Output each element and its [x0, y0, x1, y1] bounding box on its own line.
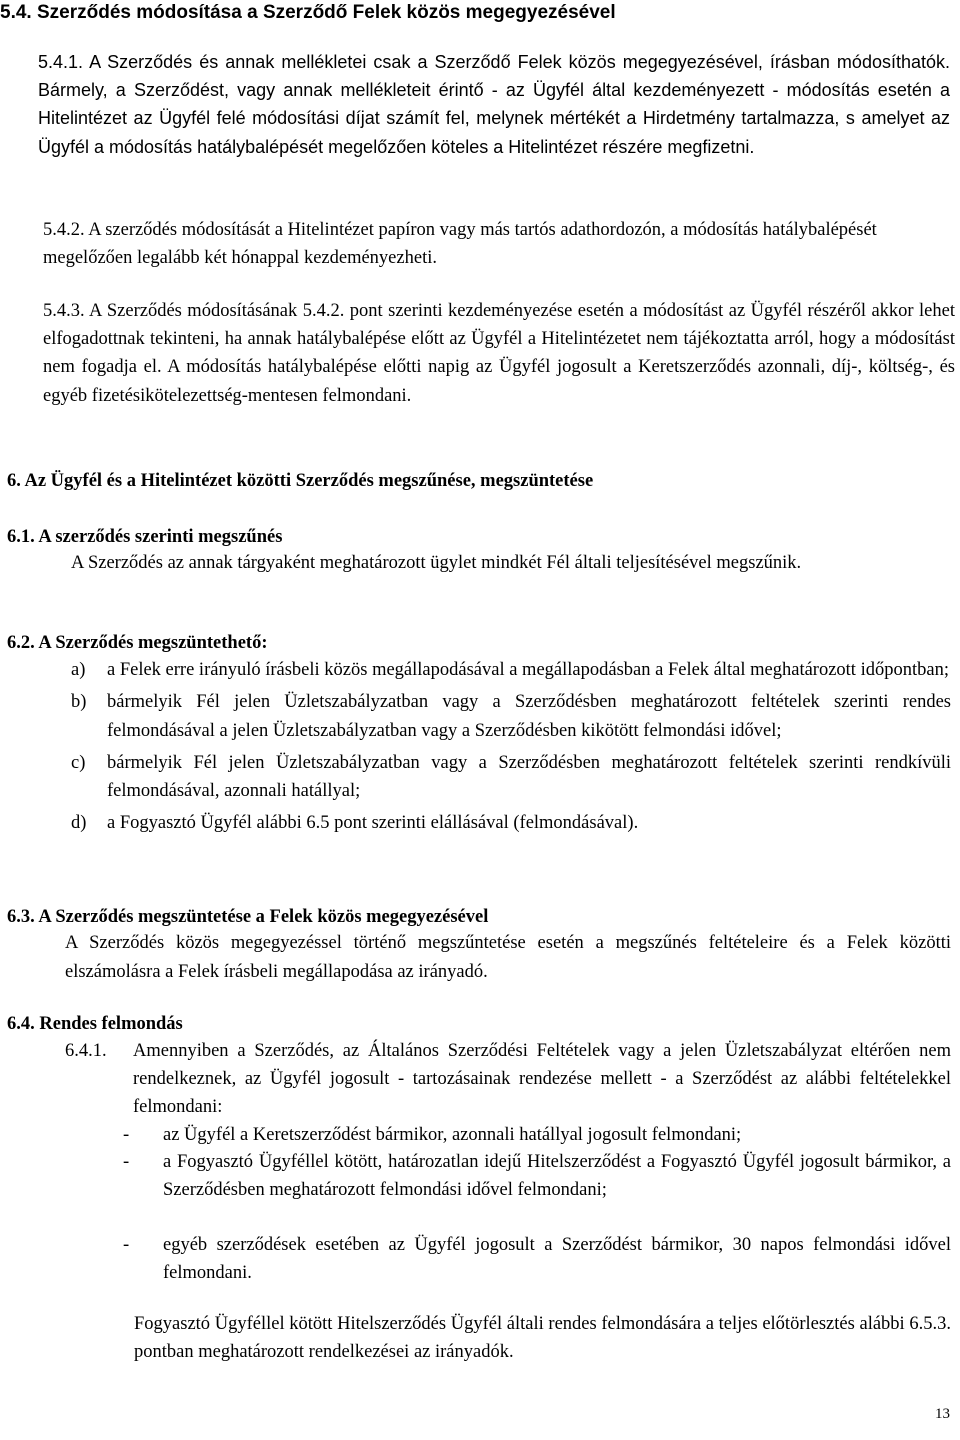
section-heading-5-4: 5.4. Szerződés módosítása a Szerződő Felek közös megegyezésével [0, 2, 616, 23]
list-item [71, 749, 951, 806]
dash-item-text: a Fogyasztó Ügyféllel kötött, határozatlan idejű Hitelszerződést a Fogyasztó Ügyfél jogosult bármikor, a Szerződésben meghatározott felmondási idővel felmondani; [163, 1152, 951, 1201]
list-marker: c) [71, 752, 86, 773]
dash-marker: - [123, 1152, 130, 1172]
termination-list [71, 656, 951, 842]
dash-item-text: egyéb szerződések esetében az Ügyfél jogosult a Szerződést bármikor, 30 napos felmondási idővel felmondani. [163, 1235, 951, 1284]
paragraph-6-1: A Szerződés az annak tárgyaként meghatározott ügylet mindkét Fél általi teljesítésével megszűnik. [71, 553, 802, 573]
list-marker: b) [71, 692, 87, 713]
dash-item-text: az Ügyfél a Keretszerződést bármikor, azonnali hatállyal jogosult felmondani; [163, 1125, 742, 1145]
dash-marker: - [123, 1125, 130, 1145]
list-marker: d) [71, 813, 87, 834]
section-heading-6-4: 6.4. Rendes felmondás [7, 1014, 183, 1034]
section-heading-6: 6. Az Ügyfél és a Hitelintézet közötti Szerződés megszűnése, megszüntetése [7, 471, 594, 491]
dash-item [123, 1121, 951, 1149]
paragraph-5-4-1: 5.4.1. A Szerződés és annak mellékletei csak a Szerződő Felek közös megegyezésével, írásban módosíthatók. Bármely, a Szerződést, vagy annak mellékleteit érintő - az Ügyfél által kezdeményezett - módosítás esetén a Hitelintézet az Ügyfél felé módosítási díjat számít fel, melynek mértékét a Hirdetmény tartalmazza, s amelyet az Ügyfél a módosítás hatálybalépését megelőzően köteles a Hitelintézet részére megfizetni. [38, 52, 950, 157]
paragraph-6-3: A Szerződés közös megegyezéssel történő megszűntetése esetén a megszűnés feltételeire és a Felek közötti elszámolásra a Felek írásbeli megállapodása az irányadó. [65, 933, 951, 982]
section-heading-6-2: 6.2. A Szerződés megszüntethető: [7, 633, 268, 653]
paragraph-text: Amennyiben a Szerződés, az Általános Szerződési Feltételek vagy a jelen Üzletszabályzat eltérően nem rendelkeznek, az Ügyfél jogosult - tartozásainak rendezése mellett - a Szerződést az alábbi feltételekkel felmondani: [133, 1041, 951, 1117]
list-marker: a) [71, 660, 86, 680]
paragraph-5-4-2: 5.4.2. A szerződés módosítását a Hitelintézet papíron vagy más tartós adathordozón, a módosítás hatálybalépését megelőzően legalább két hónappal kezdeményezheti. [43, 220, 877, 268]
list-item-text: a Felek erre irányuló írásbeli közös megállapodásával a megállapodásban a Felek által meghatározott időpontban; [107, 660, 949, 680]
dash-item [123, 1231, 951, 1288]
paragraph-5-4-3: 5.4.3. A Szerződés módosításának 5.4.2. pont szerinti kezdeményezése esetén a módosítást az Ügyfél részéről akkor lehet elfogadottnak tekinteni, ha annak hatálybalépése előtt az Ügyfél a Hitelintézetet nem tájékoztatta arról, hogy a módosítást nem fogadja el. A módosítás hatálybalépése előtti napig az Ügyfél jogosult a Keretszerződés azonnali, díj-, költség-, és egyéb fizetésikötelezettség-mentesen felmondani. [43, 301, 955, 406]
list-item [71, 656, 951, 684]
page-number: 13 [935, 1406, 950, 1422]
list-item [71, 809, 951, 837]
list-item-text: bármelyik Fél jelen Üzletszabályzatban vagy a Szerződésben meghatározott feltételek szerinti rendkívüli felmondásával, azonnali hatállyal; [107, 752, 951, 802]
dash-marker: - [123, 1235, 130, 1255]
list-item [71, 688, 951, 745]
list-item-text: bármelyik Fél jelen Üzletszabályzatban vagy a Szerződésben meghatározott feltételek szerinti rendes felmondásával a jelen Üzletszabályzatban vagy a Szerződésben kikötött felmondási idővel; [107, 692, 951, 741]
section-heading-6-3: 6.3. A Szerződés megszüntetése a Felek közös megegyezésével [7, 907, 489, 927]
dash-item [123, 1148, 951, 1205]
list-item-text: a Fogyasztó Ügyfél alábbi 6.5 pont szerinti elállásával (felmondásával). [107, 813, 639, 834]
paragraph-final: Fogyasztó Ügyféllel kötött Hitelszerződés Ügyfél általi rendes felmondására a teljes előtörlesztés alábbi 6.5.3. pontban meghatározott rendelkezései az irányadók. [134, 1314, 951, 1362]
paragraph-number: 6.4.1. [65, 1041, 107, 1061]
section-heading-6-1: 6.1. A szerződés szerinti megszűnés [7, 527, 283, 547]
paragraph-6-4-1 [65, 1037, 951, 1121]
